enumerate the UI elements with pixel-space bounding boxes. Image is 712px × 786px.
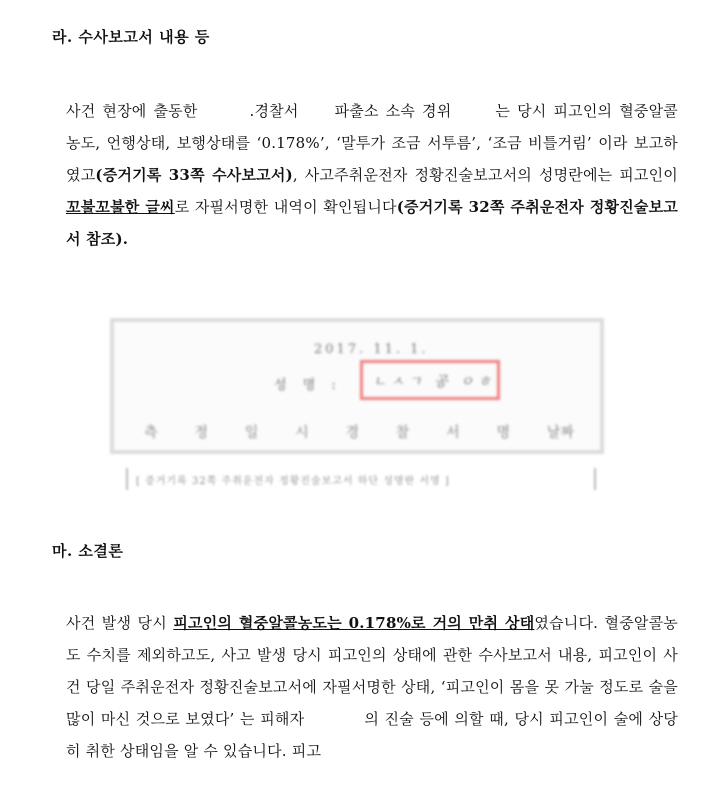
text-segment: 였습니다. 혈중알콜농도 수치를 제외하고도, 사고 발생 당시 피고인의 상태에 관한 수사보고서 내용, 피고인이 사건 당일 주취운전자 정황진술보고서에 자필서명한 상태, ‘피고인이 몸을 못 가눌 정도로 술을 많이 마신 것으로 보였다’ 는 피해자 bbox=[66, 614, 678, 728]
figure-row-item: 시 bbox=[295, 425, 309, 441]
paragraph-investigation-report bbox=[66, 95, 678, 255]
figure-row-item: 명 bbox=[496, 425, 511, 441]
signature-evidence-image bbox=[110, 318, 604, 454]
evidence-reference: (증거기록 33쪽 수사보고서) bbox=[95, 166, 293, 184]
emphasized-text: 피고인의 혈중알콜농도는 0.178%로 거의 만취 상태 bbox=[173, 614, 535, 632]
text-segment: 로 자필서명한 내역이 확인됩니다 bbox=[174, 198, 397, 216]
text-segment: 파출소 소속 경위 bbox=[334, 102, 452, 120]
text-segment: , 사고주취운전자 정황진술보고서의 성명란에는 피고인이 bbox=[292, 166, 678, 184]
section-heading-ma: 마. 소결론 bbox=[52, 542, 124, 560]
figure-row-item: 경 bbox=[345, 425, 359, 441]
figure-date: 2017. 11. 1. bbox=[314, 342, 429, 357]
text-segment: 는 당시 피고인의 혈중알콜농도, 언행상태, 보행상태를 ‘0.178%’, ‘말투가 조금 서투름’, ‘조금 비틀거림’ 이라 보고하였고 bbox=[66, 102, 678, 184]
figure-row-item: 서 bbox=[446, 425, 460, 441]
text-segment: .경찰서 bbox=[249, 102, 299, 120]
figure-caption: [ 증거기록 32쪽 주취운전자 정황진술보고서 하단 성명란 서명 ] bbox=[126, 468, 596, 490]
figure-row-item: 날짜 bbox=[546, 425, 574, 441]
text-segment: 사건 발생 당시 bbox=[66, 614, 174, 632]
paragraph-conclusion bbox=[66, 607, 678, 767]
figure-row-item: 일 bbox=[244, 425, 259, 441]
figure-footer-row bbox=[144, 422, 574, 442]
signature-highlight-box bbox=[360, 360, 500, 400]
figure-row-item: 정 bbox=[194, 425, 208, 441]
figure-row-item: 측 bbox=[144, 425, 158, 441]
text-segment: 사건 현장에 출동한 bbox=[66, 102, 198, 120]
figure-row-item: 찰 bbox=[395, 425, 410, 441]
figure-name-label: 성 명 : bbox=[274, 378, 342, 393]
text-segment: 의 진술 등에 의할 때, 당시 피고인이 술에 상당히 취한 상태임을 알 수 있습니다. 피고 bbox=[66, 710, 678, 760]
emphasized-text: 꼬불꼬불한 글씨 bbox=[66, 198, 175, 216]
signature: ㄴㅅㄱ 공 ㅇㅎ bbox=[373, 374, 496, 390]
section-heading-ra: 라. 수사보고서 내용 등 bbox=[52, 28, 210, 46]
evidence-reference: (증거기록 32쪽 주취운전자 정황진술보고서 참조). bbox=[66, 198, 678, 248]
